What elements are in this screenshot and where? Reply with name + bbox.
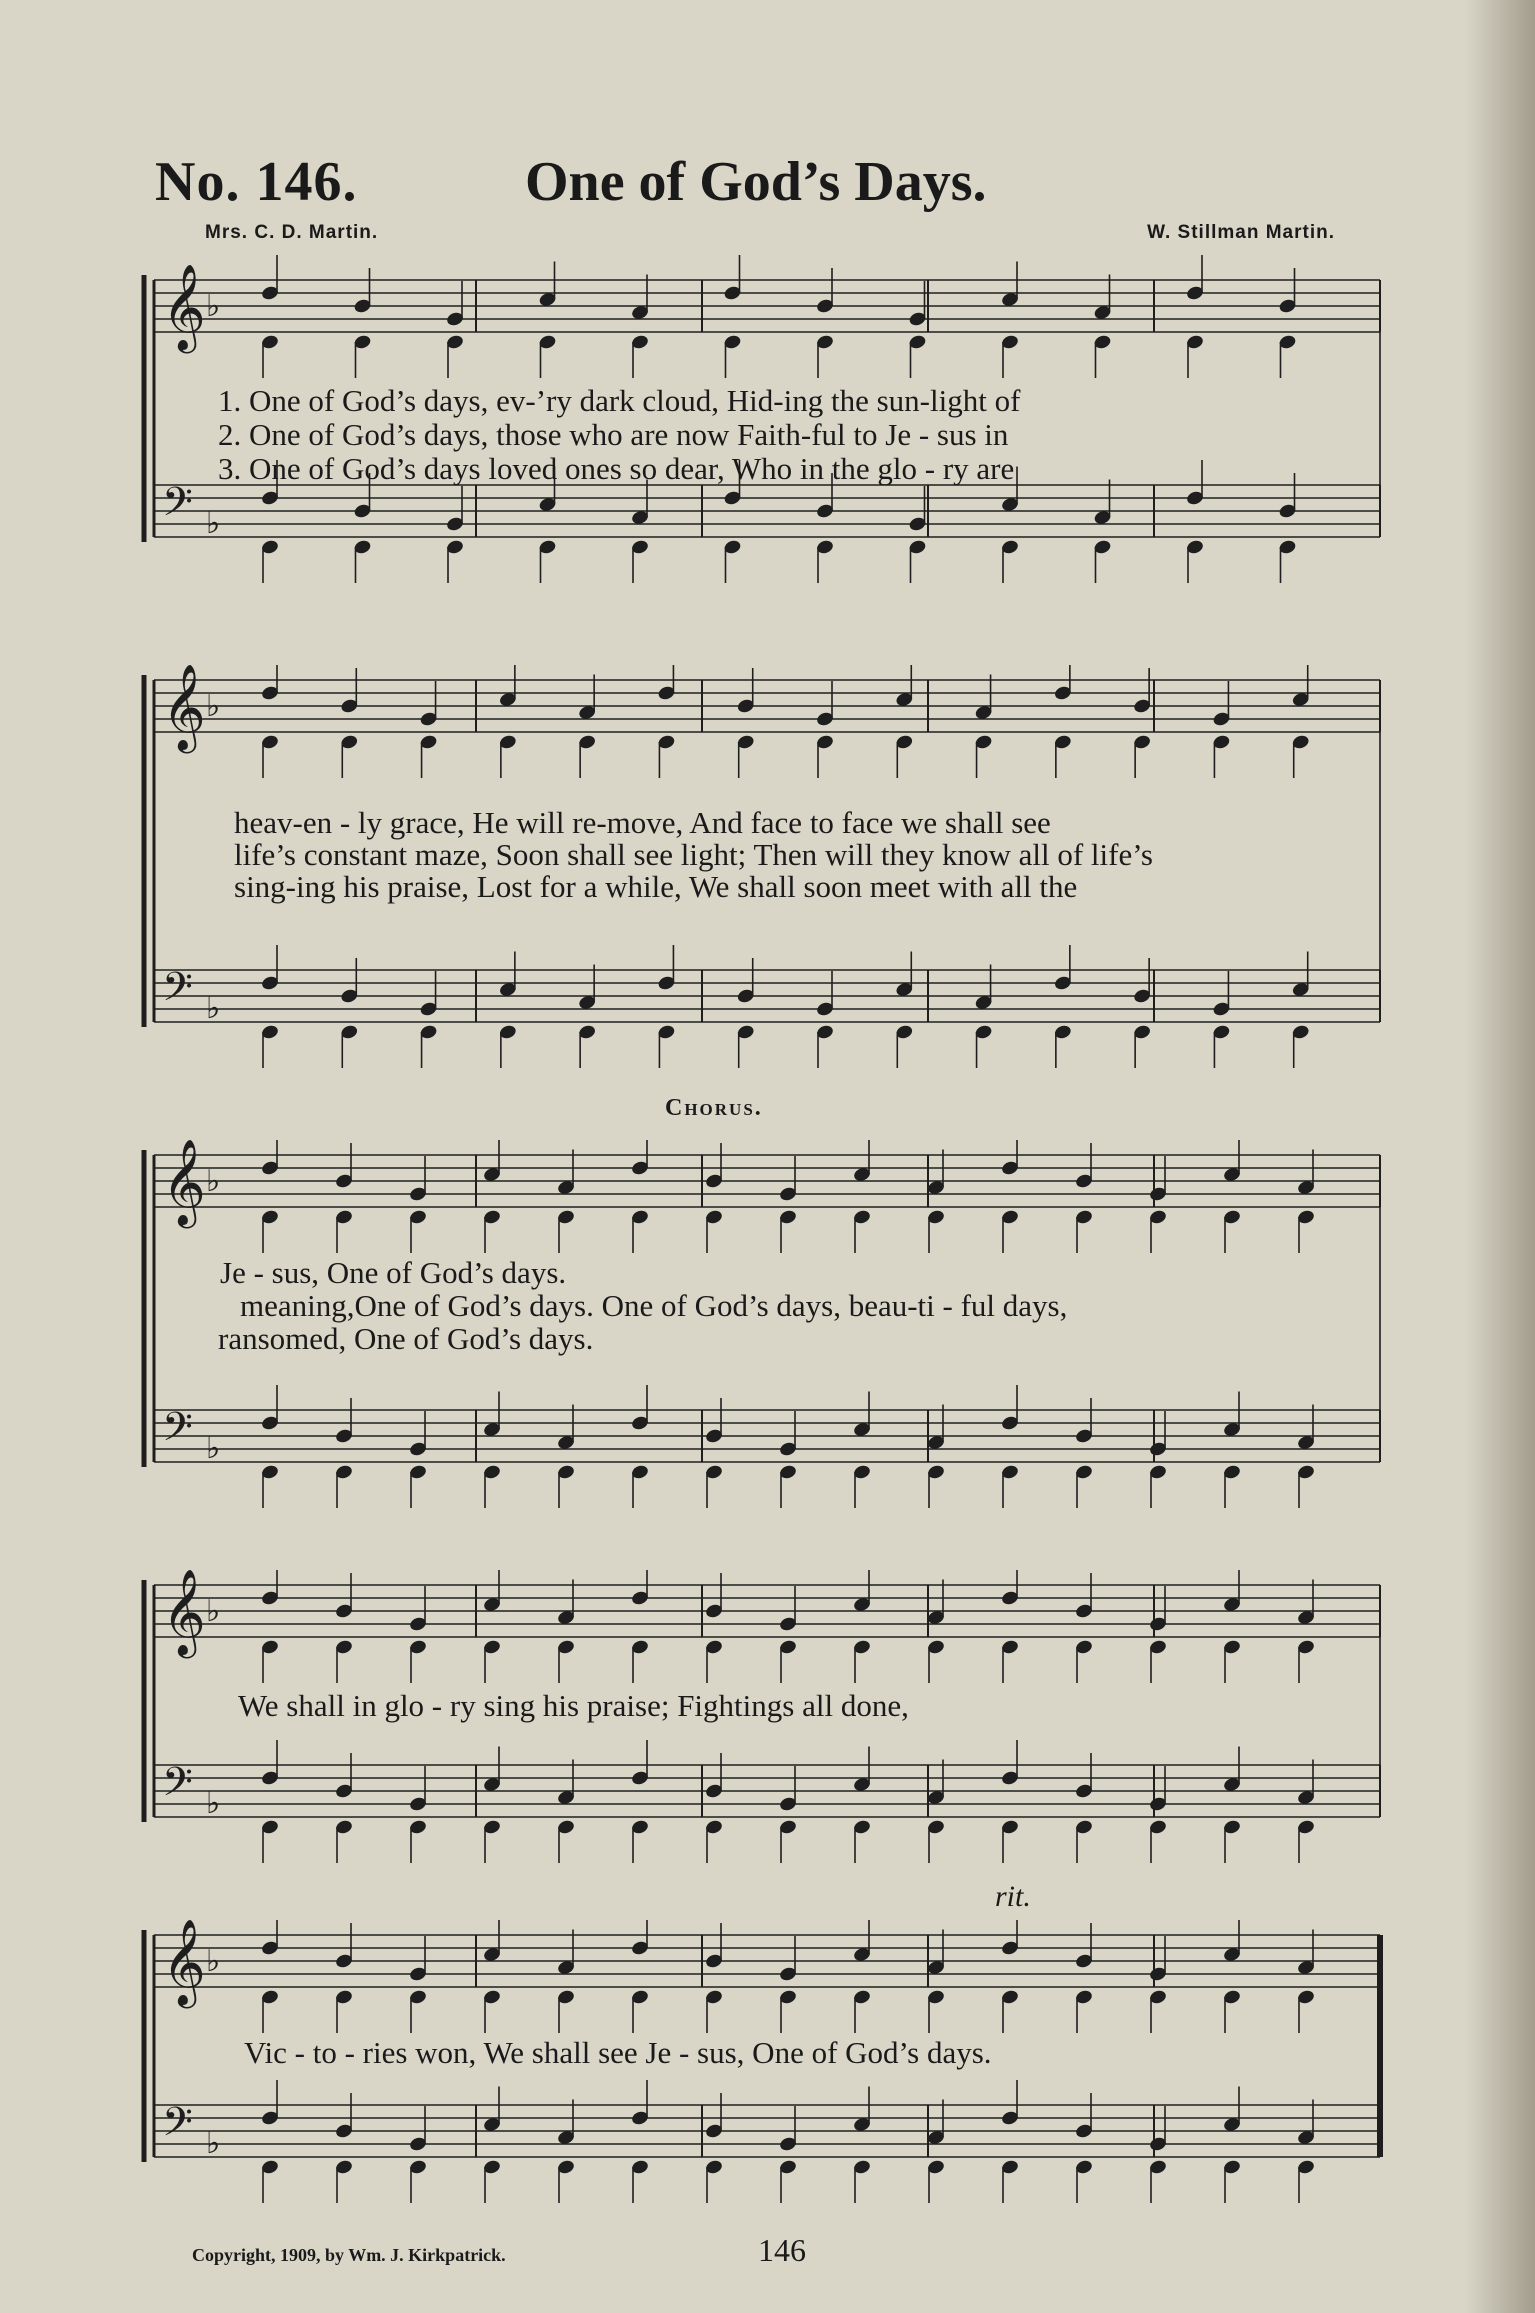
- treble-clef-icon: 𝄞: [162, 264, 206, 350]
- flat-icon: ♭: [206, 1594, 221, 1629]
- music-system-3: [140, 1140, 1385, 1525]
- bass-staff: [154, 945, 1380, 1068]
- lyric-line: 2. One of God’s days, those who are now Faith-ful to Je - sus in: [218, 417, 1009, 452]
- page-number: 146: [758, 2232, 806, 2268]
- composer-credit: W. Stillman Martin.: [1147, 222, 1335, 243]
- treble-staff: [154, 665, 1380, 778]
- lyric-line: We shall in glo - ry sing his praise; Fightings all done,: [238, 1688, 909, 1723]
- music-system-1: [140, 255, 1385, 600]
- bass-clef-icon: 𝄢: [162, 479, 193, 535]
- music-system-5: [140, 1880, 1385, 2220]
- bass-clef-icon: 𝄢: [162, 964, 193, 1020]
- treble-staff: [154, 1920, 1380, 2033]
- flat-icon: ♭: [206, 1164, 221, 1199]
- lyric-line: life’s constant maze, Soon shall see light; Then will they know all of life’s: [234, 837, 1153, 872]
- flat-icon: ♭: [206, 2126, 221, 2161]
- hymn-header: [155, 150, 1355, 230]
- bass-staff: [154, 1385, 1380, 1508]
- lyric-line: Je - sus, One of God’s days.: [220, 1255, 567, 1290]
- page-edge-shadow: [1465, 0, 1535, 2313]
- lyric-line: 3. One of God’s days loved ones so dear, Who in the glo - ry are: [218, 451, 1015, 486]
- treble-staff: [154, 1570, 1380, 1683]
- flat-icon: ♭: [206, 506, 221, 541]
- lyric-line: Vic - to - ries won, We shall see Je - sus, One of God’s days.: [244, 2035, 992, 2070]
- music-system-2: [140, 665, 1385, 1121]
- treble-clef-icon: 𝄞: [162, 1920, 206, 2005]
- hymn-title: One of God’s Days.: [525, 151, 987, 213]
- treble-staff: [154, 255, 1380, 378]
- bass-staff: [154, 1740, 1380, 1863]
- flat-icon: ♭: [206, 1431, 221, 1466]
- author-credit: Mrs. C. D. Martin.: [205, 222, 379, 243]
- music-system-4: [140, 1570, 1385, 1880]
- hymn-number: No. 146.: [155, 151, 358, 213]
- flat-icon: ♭: [206, 1786, 221, 1821]
- flat-icon: ♭: [206, 1944, 221, 1979]
- treble-clef-icon: 𝄞: [162, 1140, 206, 1225]
- treble-clef-icon: 𝄞: [162, 665, 206, 750]
- treble-staff: [154, 1140, 1380, 1253]
- flat-icon: ♭: [206, 689, 221, 724]
- bass-clef-icon: 𝄢: [162, 1759, 193, 1815]
- lyric-line: ransomed, One of God’s days.: [218, 1321, 594, 1356]
- rit-marking: rit.: [995, 1880, 1031, 1913]
- flat-icon: ♭: [206, 991, 221, 1026]
- lyric-line: 1. One of God’s days, ev-’ry dark cloud, Hid-ing the sun-light of: [218, 383, 1021, 418]
- flat-icon: ♭: [206, 289, 221, 324]
- bass-staff: [154, 2080, 1380, 2203]
- lyric-line: heav-en - ly grace, He will re-move, And face to face we shall see: [234, 805, 1051, 840]
- staff-notation: [140, 1570, 1385, 1880]
- chorus-label: Chorus.: [665, 1095, 763, 1121]
- lyric-line: meaning,One of God’s days. One of God’s days, beau-ti - ful days,: [240, 1288, 1068, 1323]
- bass-clef-icon: 𝄢: [162, 1404, 193, 1460]
- lyric-line: sing-ing his praise, Lost for a while, We shall soon meet with all the: [234, 869, 1078, 904]
- copyright-notice: Copyright, 1909, by Wm. J. Kirkpatrick.: [192, 2245, 506, 2265]
- treble-clef-icon: 𝄞: [162, 1570, 206, 1655]
- bass-clef-icon: 𝄢: [162, 2099, 193, 2155]
